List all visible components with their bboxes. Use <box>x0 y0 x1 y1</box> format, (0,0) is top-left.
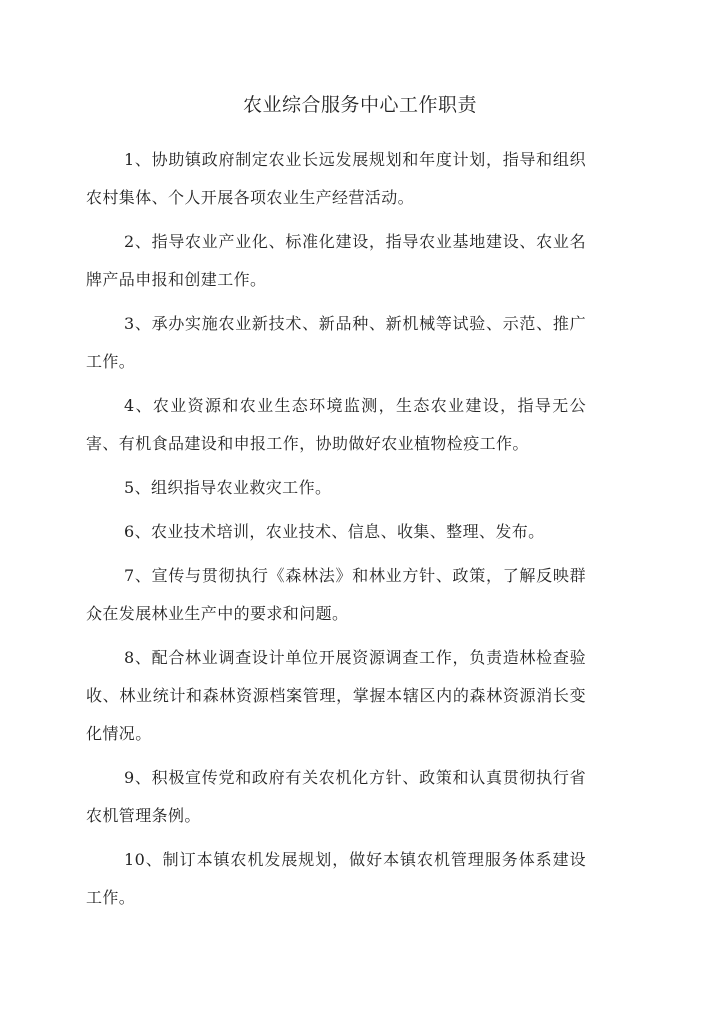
duty-item-3: 3、承办实施农业新技术、新品种、新机械等试验、示范、推广工作。 <box>86 314 586 371</box>
duty-item-9: 9、积极宣传党和政府有关农机化方针、政策和认真贯彻执行省农机管理条例。 <box>86 768 586 825</box>
duty-item-1: 1、协助镇政府制定农业长远发展规划和年度计划，指导和组织农村集体、个人开展各项农业生产经营活动。 <box>86 150 586 207</box>
duty-item-7: 7、宣传与贯彻执行《森林法》和林业方针、政策，了解反映群众在发展林业生产中的要求和问题。 <box>86 566 586 623</box>
duty-item-4: 4、农业资源和农业生态环境监测，生态农业建设，指导无公害、有机食品建设和申报工作，协助做好农业植物检疫工作。 <box>86 396 586 453</box>
duty-item-10: 10、制订本镇农机发展规划，做好本镇农机管理服务体系建设工作。 <box>86 850 586 907</box>
duty-item-5: 5、组织指导农业救灾工作。 <box>124 478 332 497</box>
duty-item-8: 8、配合林业调查设计单位开展资源调查工作，负责造林检查验收、林业统计和森林资源档案管理，掌握本辖区内的森林资源消长变化情况。 <box>86 648 586 743</box>
duty-item-2: 2、指导农业产业化、标准化建设，指导农业基地建设、农业名牌产品申报和创建工作。 <box>86 232 586 289</box>
document-body <box>86 141 586 923</box>
duty-item-6: 6、农业技术培训，农业技术、信息、收集、整理、发布。 <box>124 522 545 541</box>
document-title: 农业综合服务中心工作职责 <box>242 94 477 116</box>
